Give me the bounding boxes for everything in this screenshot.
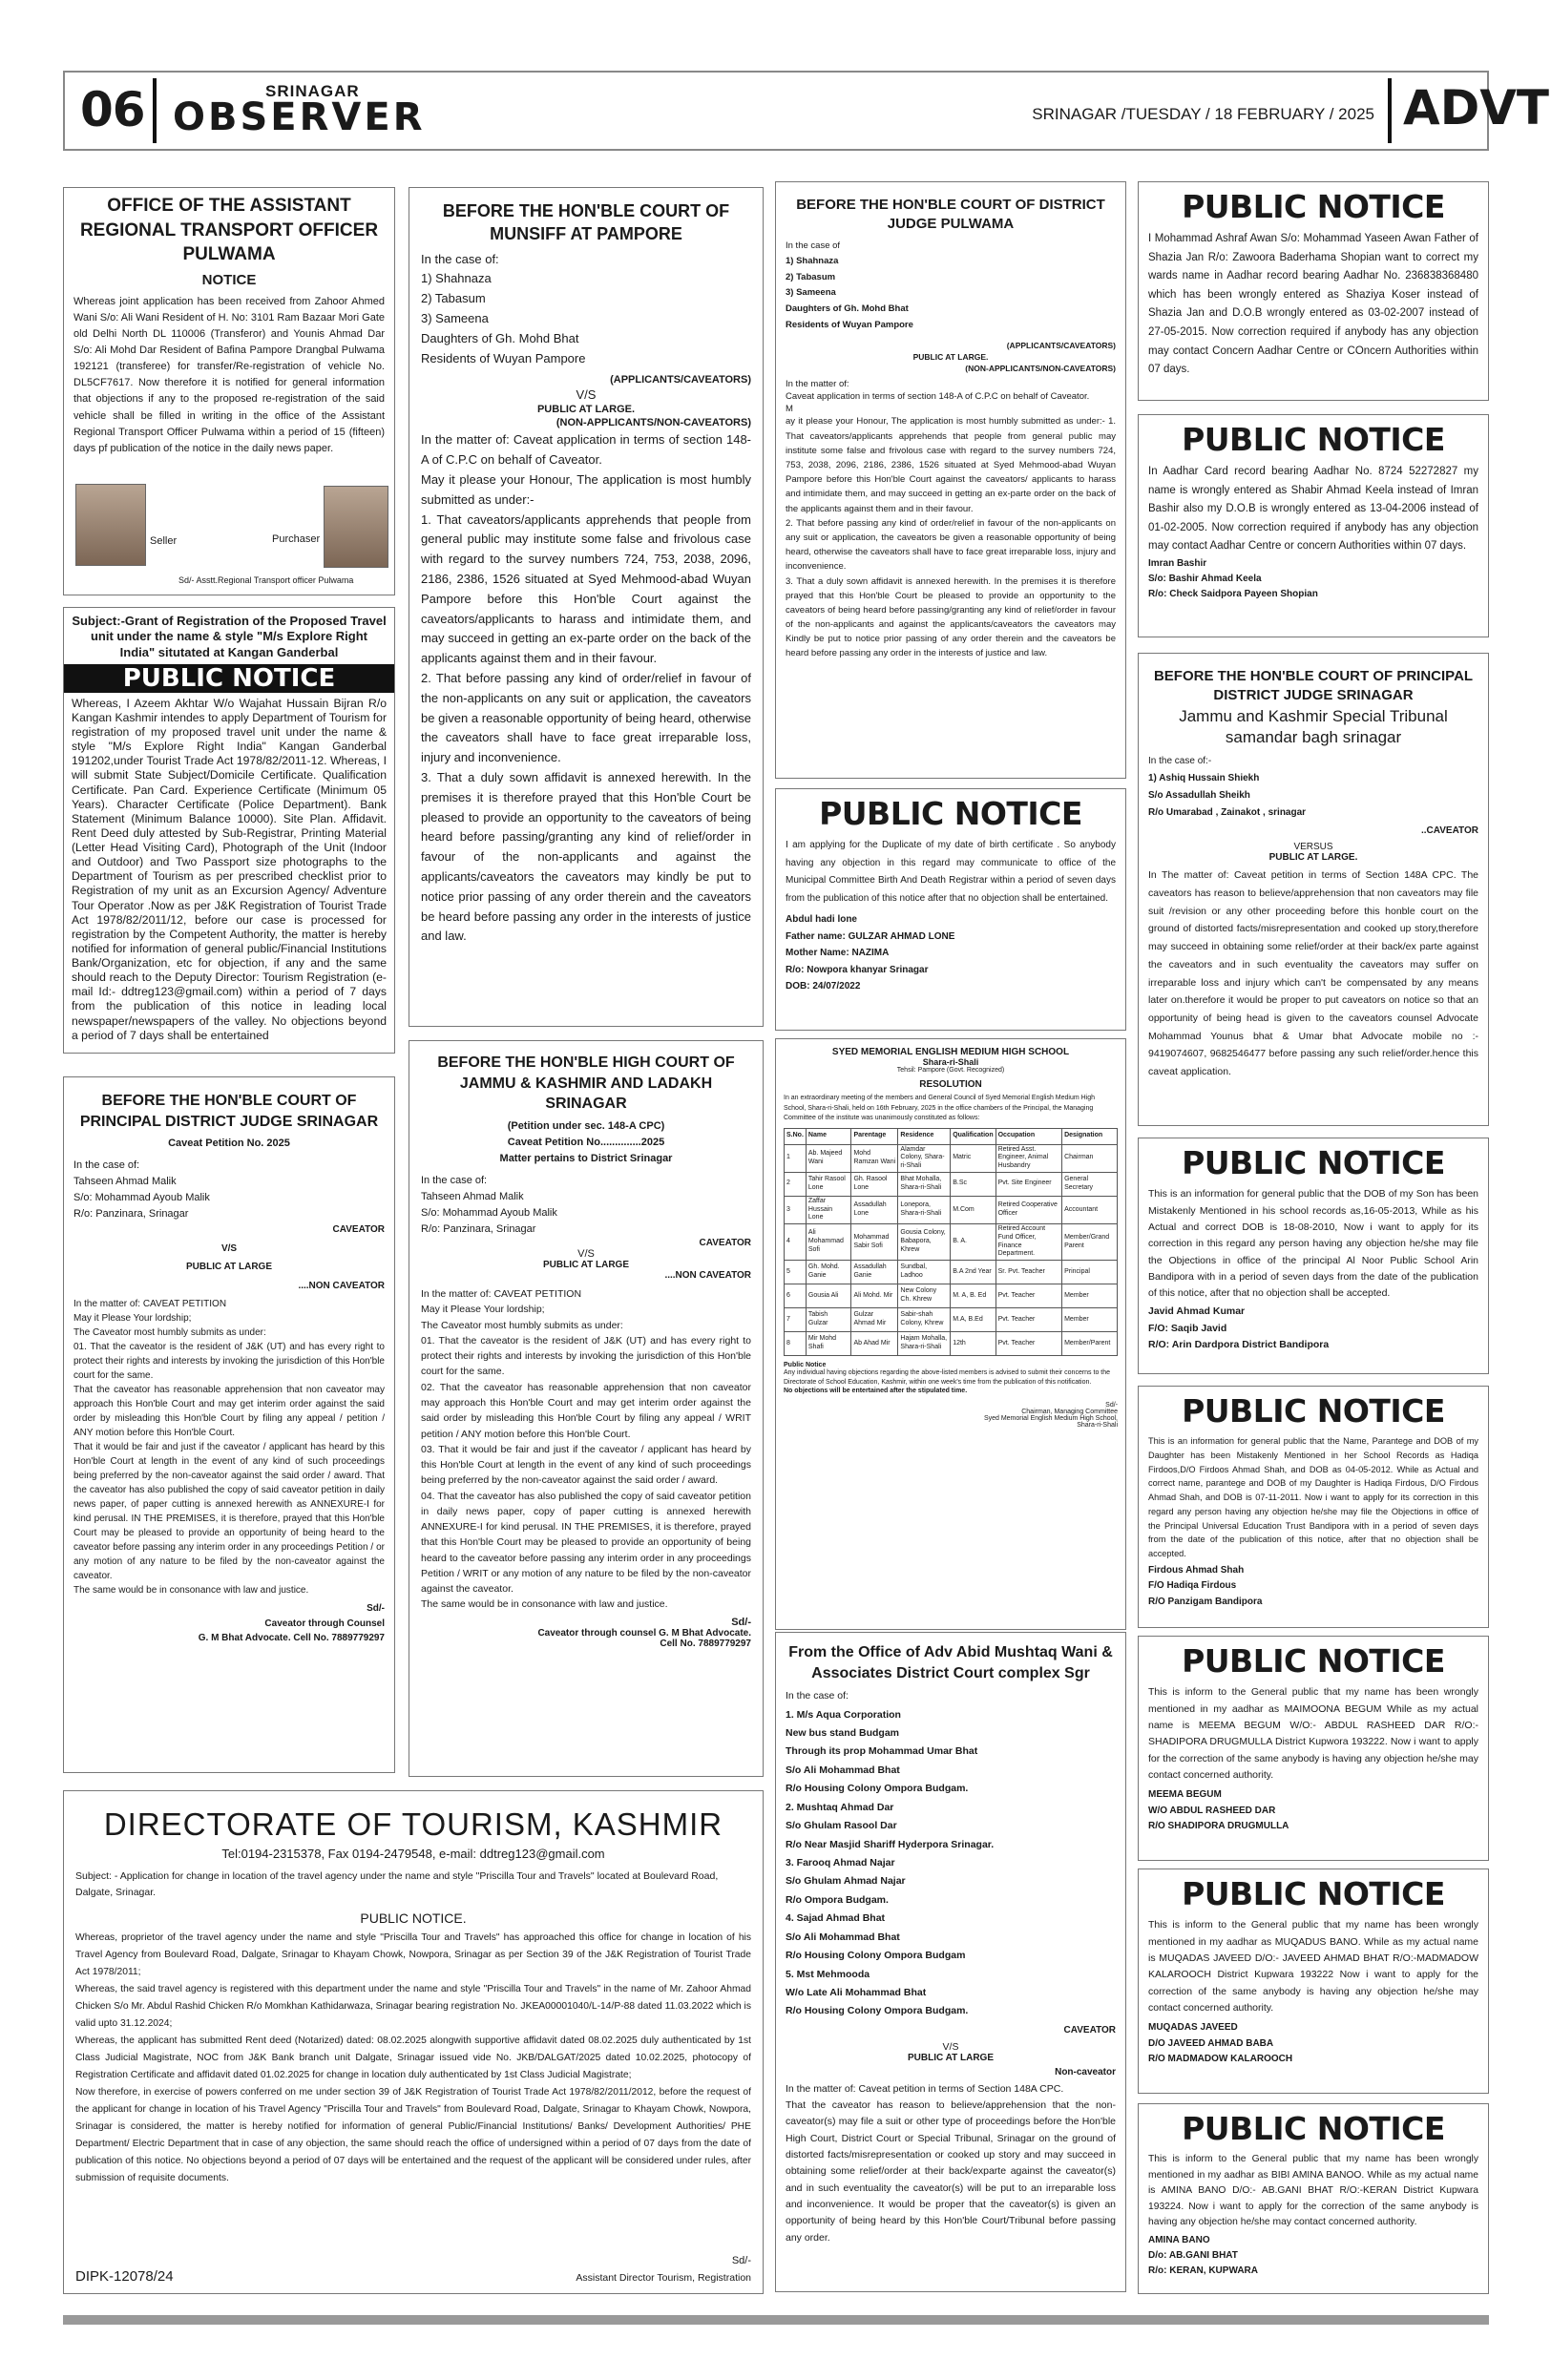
school-tehsil: Tehsil: Pampore (Govt. Recognized) (896, 1067, 1005, 1074)
table-cell: Pvt. Teacher (996, 1284, 1061, 1308)
wani-line: 4. Sajad Ahmad Bhat (786, 1912, 886, 1925)
hc-line: In the case of: (421, 1174, 488, 1186)
brand-logo: OBSERVER (173, 95, 426, 139)
table-cell: Ali Mohd. Mir (851, 1284, 898, 1308)
pn5-line: W/O ABDUL RASHEED DAR (1148, 1805, 1276, 1816)
pn3-body: This is an information for general public that the DOB of my Son has been Mistakenly Mentioned in his school records as,16-05-2013, While as his Actual and correct DOB is 18-08-2010, Now i want to apply for its correction in this regard any person having any objection he/she may file the Objections in office of the principal Al Noor Public School Arin Bandipora with in a period of seven days from the date of the publication of this notice, after that no objection shall be accepted. (1148, 1188, 1478, 1300)
wani-matter: In the matter of: Caveat petition in terms of Section 148A CPC. (786, 2082, 1064, 2095)
tourism-para: Now therefore, in exercise of powers conferred on me under section 39 of J&K Registration of Tourist Trade Act 1978/82/2011/2012, before the request of the applicant for change in location of his Travel Agency "Priscilla Tour and Travels" from Boulevard Road, Dalgate, Srinagar to Khayam Chowk, Nowpora, Srinagar is considered, the matter is hereby notified for information of general Public/Financial Institutions/ Banks/ Development Authorities/ PHE Department/ Electric Department that in case of any objection, the same should reach the office of undersigned within a period of 07 days from the date of publication of this notice. No objections beyond a period of 07 days will be entertained and the request of the applicant will be considered under rules, after submission of requisite documents. (75, 2086, 751, 2183)
table-cell: Gh. Mohd. Ganie (806, 1261, 851, 1284)
pn4-line: R/O Panzigam Bandipora (1148, 1596, 1263, 1607)
hc-sd: Sd/- (731, 1616, 751, 1628)
pn4-line: Firdous Ahmad Shah (1148, 1564, 1245, 1576)
table-row (785, 1261, 1118, 1284)
hc-line: Tahseen Ahmad Malik (421, 1190, 524, 1202)
pn7-line: R/o: KERAN, KUPWARA (1148, 2265, 1258, 2276)
djpul-m: M (786, 404, 793, 415)
table-cell: Alamdar Colony, Shara-ri-Shali (898, 1144, 951, 1172)
djpul-para: 3. That a duly sown affidavit is annexed herewith. In the premises it is therefore prayed that this Hon'ble Court be pleased to provide an opportunity to the caveators of being heard before passing/granting any kind of relief/order in favour of the non-applicants and against the applicants/caveators the caveators may Kindly be put to notice prior passing of any order therein and the caveators be heard before passing any order in the interests of justice and law. (786, 575, 1116, 659)
wani-line: R/o Housing Colony Ompora Budgam (786, 1950, 966, 1962)
school-place: Shara-ri-Shali (922, 1057, 979, 1067)
pn3-heading: PUBLIC NOTICE (1182, 1144, 1445, 1181)
munsiff-para: 1. That caveators/applicants apprehends that people from general public may institute some false and frivolous case with regard to the survey numbers 724, 753, 2038, 2096, 2186, 2386, 1526 situated at Syed Mehmood-abad Wuyan Pampore before this Hon'ble Court against the caveators/applicants to harass and intimidate them, and may succeed in getting an ex-parte order on the back of the applicants against them and in their favour. (421, 511, 751, 666)
hc-line: R/o: Panzinara, Srinagar (421, 1223, 536, 1236)
djpul-matter-label: In the matter of: (786, 379, 849, 390)
table-cell: Pvt. Teacher (996, 1332, 1061, 1356)
table-cell: Tahir Rasool Lone (806, 1172, 851, 1196)
table-cell: Mir Mohd Shafi (806, 1332, 851, 1356)
pn5-line: R/O SHADIPORA DRUGMULLA (1148, 1821, 1289, 1832)
wani-line: 5. Mst Mehmooda (786, 1968, 870, 1980)
school-name: SYED MEMORIAL ENGLISH MEDIUM HIGH SCHOOL (831, 1047, 1070, 1057)
page-number: 06 (80, 82, 145, 137)
table-cell: Accountant (1062, 1196, 1118, 1223)
table-cell: Gulzar Ahmad Mir (851, 1308, 898, 1332)
table-cell: Matric (951, 1144, 996, 1172)
table-cell: Hajam Mohalla, Shara-ri-Shali (898, 1332, 951, 1356)
table-cell: New Colony Ch. Khrew (898, 1284, 951, 1308)
pn7-line: D/o: AB.GANI BHAT (1148, 2249, 1238, 2261)
hc-sub: (Petition under sec. 148-A CPC) (507, 1119, 665, 1132)
djpul-line: 3) Sameena (786, 287, 836, 299)
djpul-para: ay it please your Honour, The application is most humbly submitted as under:- 1. That caveators/applicants apprehends that people from general public may institute some false and frivolous case with regard to the survey numbers 724, 753, 2038, 2096, 2186, 2386, 1526 situated at Syed Mehmood-abad Wuyan Pampore before this Hon'ble Court against the caveators/ applicants to harass and intimidate them, and may succeed in getting an ex-parte order on the back of the applicants against them and in their favour. (786, 416, 1116, 514)
tourism-notice-title: PUBLIC NOTICE. (360, 1910, 467, 1926)
travel-registration-notice (63, 607, 395, 1054)
hc-sub: Caveat Petition No..............2025 (507, 1136, 665, 1148)
djpul-line: 2) Tabasum (786, 271, 836, 282)
pn1-heading: PUBLIC NOTICE (1182, 188, 1445, 225)
wani-line: In the case of: (786, 1690, 849, 1702)
table-row (785, 1332, 1118, 1356)
pn3-line: Javid Ahmad Kumar (1148, 1305, 1246, 1318)
table-cell: Mohd Ramzan Wani (851, 1144, 898, 1172)
pn4-line: F/O Hadiqa Firdous (1148, 1580, 1237, 1592)
table-cell: B. A. (951, 1224, 996, 1261)
wani-line: 3. Farooq Ahmad Najar (786, 1856, 895, 1869)
tourism-contact: Tel:0194-2315378, Fax 0194-2479548, e-mail: ddtreg123@gmail.com (221, 1847, 605, 1861)
rto-title: OFFICE OF THE ASSISTANT REGIONAL TRANSPORT OFFICER PULWAMA (79, 196, 379, 265)
table-header: Designation (1062, 1128, 1118, 1144)
tribunal-line: S/o Assadullah Sheikh (1148, 790, 1250, 802)
travel-body: Whereas, I Azeem Akhtar W/o Wajahat Hussain Bijran R/o Kangan Kashmir intendes to apply Department of Tourism for registration of my proposed travel unit under the name & style "M/s Explore Right India" Kangan Ganderbal 191202,under Tourist Trade Act 1978/82/2011-12. Whereas, I will submit State Subject/Domicile Certificate. Qualification Certificate. Pan Card. Experience Certificate (Minimum 05 Years). Character Certificate (Police Department). Bank Statement (Minimum Balance 10000). Site Plan. Affidavit. Rent Deed duly attested by Sub-Registrar, Printing Material (Letter Head Visiting Card), Photograph of the Unit (Indoor and Outdoor) and Two Passport size photographs to the Department of Tourism as per prescribed checklist prior to Registration of my unit as an Excursion Agency/ Adventure Tour Operator .Now as per J&K Registration of Tourist Trade Act 1978/82/2011/12, before our case is processed for registration by the Competent Authority, the matter is hereby notified for information of general public/Financial Institutions Bank/Organization, etc for objection, if any and the same should reach to the Deputy Director: Tourism Registration (e-mail Id:- ddtreg123@gmail.com) within a period of 7 days from the publication of this notice in leading local newspaper/newspapers of the valley. No objections beyond a period of 7 days shall be entertained (72, 696, 387, 1042)
table-header: Parentage (851, 1128, 898, 1144)
djsgr-submits: The Caveator most humbly submits as under: (73, 1327, 266, 1339)
table-header: Qualification (951, 1128, 996, 1144)
purchaser-label: Purchaser (272, 533, 321, 545)
munsiff-applicants: (APPLICANTS/CAVEATORS) (610, 374, 751, 386)
wani-line: R/o Housing Colony Ompora Budgam. (786, 2005, 969, 2017)
hc-title: BEFORE THE HON'BLE HIGH COURT OF JAMMU & KASHMIR AND LADAKH SRINAGAR (437, 1054, 735, 1113)
table-cell: Mohammad Sabir Sofi (851, 1224, 898, 1261)
wani-line: S/o Ali Mohammad Bhat (786, 1931, 900, 1943)
table-header: Occupation (996, 1128, 1061, 1144)
birth-line: R/o: Nowpora khanyar Srinagar (786, 964, 929, 975)
table-header-row (785, 1128, 1118, 1144)
wani-noncaveator: Non-caveator (1055, 2066, 1116, 2077)
hc-counsel: Caveator through counsel G. M Bhat Advocate. (537, 1627, 751, 1639)
school-intro: In an extraordinary meeting of the members and General Council of Syed Memorial English Medium High School, Shara-ri-Shali, held on 16th February, 2025 in the office chambers of the Principal, the Managing Committee of the institute was unanimously constituted as follows: (784, 1095, 1096, 1121)
wani-public: PUBLIC AT LARGE (908, 2052, 994, 2063)
hc-para: 03. That it would be fair and just if the caveator / applicant has heard by this Hon'ble Court at length in the event of any kind of such proceedings being preferred by the non-caveator against the said order / award. (421, 1443, 751, 1487)
table-row (785, 1308, 1118, 1332)
tribunal-line: In the case of:- (1148, 756, 1212, 767)
pn7-heading: PUBLIC NOTICE (1182, 2110, 1445, 2147)
district-judge-pulwama-caveat (775, 181, 1126, 779)
hc-para: 04. That the caveator has also published the copy of said caveator petition in daily news paper, copy of paper cutting is annexed herewith ANNEXURE-I for kind perusal. IN THE PREMISES, it is therefore, prayed that this Hon'ble Court may be pleased to provide an opportunity of being heard to the caveator before passing any interim order in any proceedings Petition / WRIT or any motion of any nature to be filed by the non-caveator against the caveator. (421, 1490, 751, 1596)
hc-noncaveator: ....NON CAVEATOR (664, 1270, 751, 1282)
djsgr-line: R/o: Panzinara, Srinagar (73, 1208, 189, 1221)
table-cell: Pvt. Site Engineer (996, 1172, 1061, 1196)
munsiff-may: May it please your Honour, The application is most humbly submitted as under:- (421, 471, 751, 507)
school-resolution (775, 1038, 1126, 1630)
adv-wani-caveat (775, 1632, 1126, 2292)
munsiff-line: Residents of Wuyan Pampore (421, 350, 586, 365)
pn6-line: MUQADAS JAVEED (1148, 2022, 1238, 2034)
aadhar-name-notice-muqadas (1138, 1869, 1489, 2094)
tribunal-subtitle: Jammu and Kashmir Special Tribunal samandar bagh srinagar (1179, 706, 1448, 747)
djsgr-public: PUBLIC AT LARGE (186, 1262, 272, 1273)
birth-line: Father name: GULZAR AHMAD LONE (786, 930, 955, 942)
wani-line: S/o Ghulam Rasool Dar (786, 1820, 897, 1832)
djsgr-para: 01. That the caveator is the resident of J&K (UT) and has every right to protect their rights and interests by invoking the jurisdiction of this Hon'ble court for the same. (73, 1342, 385, 1382)
wani-body: That the caveator has reason to believe/apprehension that the non-caveator(s) may file a suit or other type of proceedings before the Hon'ble High Court, District Court or Special Tribunal, Srinagar on the ground of distorted facts/misrepresentation or cooked up story and may succeed in obtaining some relief/order at their back/exparte against the caveator(s) and in such eventuality the caveator(s) will be put to an irreparable loss and inconvenience. It would be proper that the caveator(s) is given an opportunity of being heard by this Hon'ble Court/Tribunal before passing any order. (786, 2099, 1116, 2244)
school-sign: Syed Memorial English Medium High School, (983, 1414, 1118, 1422)
hc-line: S/o: Mohammad Ayoub Malik (421, 1207, 557, 1220)
table-row (785, 1196, 1118, 1223)
tourism-sd: Sd/- (731, 2255, 751, 2266)
table-cell: B.Sc (951, 1172, 996, 1196)
table-cell: Assadullah Ganie (851, 1261, 898, 1284)
purchaser-photo (324, 486, 388, 568)
wani-line: 1. M/s Aqua Corporation (786, 1708, 901, 1721)
djsgr-advocate: G. M Bhat Advocate. Cell No. 7889779297 (198, 1633, 385, 1644)
djsgr-caveator: CAVEATOR (332, 1224, 385, 1236)
table-cell: 4 (785, 1224, 807, 1261)
high-court-caveat (409, 1040, 764, 1777)
school-name-notice-daughter (1138, 1386, 1489, 1628)
wani-line: Through its prop Mohammad Umar Bhat (786, 1745, 978, 1758)
table-cell: Member (1062, 1308, 1118, 1332)
hc-vs: V/S (577, 1248, 595, 1261)
table-cell: Sr. Pvt. Teacher (996, 1261, 1061, 1284)
aadhar-correction-notice-1 (1138, 181, 1489, 401)
hc-matter: In the matter of: CAVEAT PETITION (421, 1288, 582, 1301)
munsiff-matter: In the matter of: Caveat application in terms of section 148-A of C.P.C on behalf of Caveator. (421, 432, 751, 468)
pn2-line: S/o: Bashir Ahmad Keela (1148, 574, 1262, 585)
wani-line: S/o Ali Mohammad Bhat (786, 1764, 900, 1776)
djpul-applicants: (APPLICANTS/CAVEATORS) (1006, 341, 1116, 351)
munsiff-nonapplicants: (NON-APPLICANTS/NON-CAVEATORS) (555, 417, 751, 429)
seller-label: Seller (150, 535, 178, 547)
aadhar-name-notice-meema (1138, 1636, 1489, 1861)
djpul-matter: Caveat application in terms of section 148-A of C.P.C on behalf of Caveator. (786, 391, 1090, 403)
table-cell: Assadullah Lone (851, 1196, 898, 1223)
aadhar-correction-notice-2 (1138, 414, 1489, 637)
pn6-line: D/O JAVEED AHMAD BABA (1148, 2037, 1274, 2049)
table-row (785, 1144, 1118, 1172)
djsgr-counsel: Caveator through Counsel (264, 1618, 385, 1629)
djsgr-line: S/o: Mohammad Ayoub Malik (73, 1192, 210, 1204)
hc-caveator: CAVEATOR (699, 1238, 751, 1249)
table-cell: Bhat Mohalla, Shara-ri-Shali (898, 1172, 951, 1196)
school-sd: Sd/- (1105, 1401, 1118, 1409)
pn7-body: This is inform to the General public that my name has been wrongly mentioned in my aadhar as BIBI AMINA BANOO. While as my actual name is AMINA BANO D/O:- AB.GANI BHAT R/O:-KERAN District Kupwara 193224. Now i want to apply for the correction of the same anybody is having any objection he/she may contact concerned authority. (1148, 2154, 1478, 2228)
hc-para: 01. That the caveator is the resident of J&K (UT) and has every right to protect their rights and interests by invoking the jurisdiction of this Hon'ble court for the same. (421, 1334, 751, 1378)
munsiff-title: BEFORE THE HON'BLE COURT OF MUNSIFF AT PAMPORE (442, 201, 730, 244)
table-cell: Ab. Majeed Wani (806, 1144, 851, 1172)
pn2-line: Imran Bashir (1148, 558, 1207, 570)
djsgr-noncaveator: ....NON CAVEATOR (298, 1280, 385, 1291)
table-row (785, 1224, 1118, 1261)
tourism-directorate-notice (63, 1790, 764, 2294)
tourism-dipk: DIPK-12078/24 (75, 2268, 174, 2285)
tribunal-body: In The matter of: Caveat petition in terms of Section 148A CPC. The caveators has reason to believe/apprehension that non caveators may file suit /revision or any other proceeding before this honble court on the ground of distorted facts/misrepresentation and cooked up story,therefore may succeed in obtaining some relief/order at their back/ex parte against the caveators and in such eventuality the caveators may suffer on irreparable loss and injury which can't be compensated by any means later on.therefore it would be proper to put caveators on notice so that an opportunity of being head is given to the caveators counsel Advocate Mohammad Younus bhat & Umar bhat Advocate mobile no :- 9419074607, 9682546477 before passing any such relief/order.hence this caveat application. (1148, 869, 1478, 1077)
djsgr-matter: In the matter of: CAVEAT PETITION (73, 1299, 227, 1310)
munsiff-line: 2) Tabasum (421, 291, 486, 306)
table-cell: Gousia Ali (806, 1284, 851, 1308)
rto-body: Whereas joint application has been received from Zahoor Ahmed Wani S/o: Ali Wani Resident of H. No: 3101 Ram Bazaar Mori Gate old Delhi North DL 110006 (Transferor) and Younis Ahmad Dar S/o: Ali Mohd Dar Resident of Bafina Pampore Drangbal Pulwama 192121 (transferee) for transfer/Re-registration of vehicle No. DL5CF7617. Now therefore it is notified for general information that objections if any to the proposed re-registration of the said vehicle shall be filled in writing in the office of the Assistant Regional Transport Officer Pulwama within a period of 15 (fifteen) days pf publication of the notice in the daily news paper. (73, 296, 385, 454)
wani-line: R/o Housing Colony Ompora Budgam. (786, 1783, 969, 1795)
aadhar-name-notice-amina (1138, 2103, 1489, 2294)
table-cell: Ali Mohammad Sofi (806, 1224, 851, 1261)
munsiff-line: 1) Shahnaza (421, 271, 492, 286)
table-cell: Retired Cooperative Officer (996, 1196, 1061, 1223)
djsgr-petition: Caveat Petition No. 2025 (168, 1138, 290, 1150)
table-header: S.No. (785, 1128, 807, 1144)
hc-para: 02. That the caveator has reasonable apprehension that non caveator may approach this Hon'ble Court and may get interim order against the said order by misleading this Hon'ble Court by filing any appeal / WRIT petition / ANY motion before this Hon'ble Court. (421, 1381, 751, 1440)
school-notice-label: Public Notice (784, 1362, 827, 1368)
tribunal-title: BEFORE THE HON'BLE COURT OF PRINCIPAL DISTRICT JUDGE SRINAGAR (1153, 668, 1474, 704)
pn6-body: This is inform to the General public that my name has been wrongly mentioned in my aadhar as MUQADUS BANO. While as my actual name is MUQADAS JAVEED D/O:- JAVEED AHMAD BHAT R/O:-MADMADOW KALAROOCH District Kupwara 193222 Now i want to apply for the correction of the same anybody is having any objection he/she may contact concerned authority. (1148, 1919, 1478, 2014)
djsgr-para: The same would be in consonance with law and justice. (73, 1585, 309, 1597)
pn2-heading: PUBLIC NOTICE (1182, 421, 1445, 458)
birth-certificate-notice (775, 788, 1126, 1031)
table-cell: Retired Account Fund Officer, Finance Department. (996, 1224, 1061, 1261)
school-notice2: No objections will be entertained after the stipulated time. (784, 1387, 968, 1394)
tourism-sign: Assistant Director Tourism, Registration (576, 2272, 751, 2284)
table-cell: 6 (785, 1284, 807, 1308)
djpul-para: 2. That before passing any kind of order/relief in favour of the non-applicants on any suit or application, the caveators be given a reasonable opportunity of being heard, otherwise the caveators shall have to face great irreparable loss, injury and inconvenience. (786, 517, 1116, 573)
footer-bar (63, 2315, 1489, 2325)
pn3-line: R/O: Arin Dardpora District Bandipora (1148, 1339, 1330, 1351)
table-cell: 7 (785, 1308, 807, 1332)
masthead (63, 71, 1550, 151)
pn5-heading: PUBLIC NOTICE (1182, 1642, 1445, 1680)
djsgr-sd: Sd/- (367, 1603, 385, 1615)
tribunal-line: R/o Umarabad , Zainakot , srinagar (1148, 807, 1307, 819)
hc-para: The same would be in consonance with law and justice. (421, 1598, 668, 1611)
pn6-line: R/O MADMADOW KALAROOCH (1148, 2054, 1293, 2065)
munsiff-public: PUBLIC AT LARGE. (536, 404, 636, 416)
wani-line: R/o Near Masjid Shariff Hyderpora Srinagar. (786, 1838, 995, 1850)
table-cell: 3 (785, 1196, 807, 1223)
hc-may: May it Please Your lordship; (421, 1304, 545, 1316)
pn4-body: This is an information for general public that the Name, Parantege and DOB of my Daughter has been Mistakenly Mentioned in her School Records as Hadiqa Firdoos,D/O Firdoos Ahmad Shah, and DOB as 04-05-2012. While as Actual and correct name, parantege and DOB of my Daughter is Hadiqa Firdous, D/O Firdous Ahmad Shah, and DOB is 07-11-2011. Now i want to apply for its correction in this regard any person having any objection he/she may file the Objections in office of the Principal Universal Education Trust Bandipora with in a period of seven days from the date of the publication of this notice, after that no objection shall be accepted. (1148, 1436, 1478, 1559)
birth-line: DOB: 24/07/2022 (786, 981, 861, 992)
pn5-line: MEEMA BEGUM (1148, 1789, 1222, 1801)
table-cell: Gh. Rasool Lone (851, 1172, 898, 1196)
school-notice: Any individual having objections regarding the above-listed members is advised to submit their concerns to the Directorate of School Education, Kashmir, within one week's time from the publication of this notification. (784, 1369, 1111, 1386)
pn5-body: This is inform to the General public that my name has been wrongly mentioned in my aadhar as MAIMOONA BEGUM While as my actual name is MEEMA BEGUM W/O:- ABDUL RASHEED DAR R/O:-SHADIPORA DRUGMULLA District Kupwora 193222. Now i want to apply for the correction of the same anybody is having any objection he/she may contact concerned authority. (1148, 1686, 1478, 1781)
tourism-subject: Subject: - Application for change in location of the travel agency under the name and style "Priscilla Tour and Travels" located at Boulevard Road, Dalgate, Srinagar. (75, 1870, 719, 1898)
tribunal-line: 1) Ashiq Hussain Shiekh (1148, 773, 1260, 784)
tourism-para: Whereas, the said travel agency is registered with this department under the name and style "Priscilla Tour and Travels" in the name of Mr. Zahoor Ahmad Chicken S/o Mr. Abdul Rashid Chicken R/o Momkhan Kathidarwaza, Srinagar bearing registration No. JKEA00001040/L-14/P-88 dated 11.03.2022 which is valid upto 31.12.2024; (75, 1983, 751, 2029)
travel-heading: PUBLIC NOTICE (64, 664, 394, 693)
table-cell: Lonepora, Shara-ri-Shali (898, 1196, 951, 1223)
wani-line: R/o Ompora Budgam. (786, 1893, 889, 1906)
djpul-title: BEFORE THE HON'BLE COURT OF DISTRICT JUDGE PULWAMA (796, 197, 1105, 233)
brand-city: SRINAGAR (265, 82, 360, 100)
djpul-line: Residents of Wuyan Pampore (786, 319, 913, 330)
divider (153, 78, 157, 143)
birth-line: Mother Name: NAZIMA (786, 948, 890, 959)
district-judge-srinagar-caveat (63, 1076, 395, 1773)
djsgr-line: In the case of: (73, 1159, 140, 1172)
tribunal-versus: VERSUS (1293, 842, 1333, 853)
munsiff-para: 3. That a duly sown affidavit is annexed herewith. In the premises it is therefore prayed that this Hon'ble Court be pleased to provide an opportunity to the caveators of being heard before passing/granting any kind of relief/order in favour of the non-applicants and against the applicants/caveators the caveators may kindly be put to notice prior passing of any order therein and the caveators be heard before passing any order in the interests of justice and law. (421, 769, 751, 944)
seller-photo (75, 484, 146, 566)
djsgr-para: That it would be fair and just if the caveator / applicant has heard by this Hon'ble Court at length in the event of any kind of such proceedings being preferred by the non-caveator against the said order / award. That the caveator has also published the copy of said caveator petition in daily news paper, of paper cutting is annexed herewith as ANNEXURE-I for kind perusal. IN THE PREMISES, it is therefore, prayed that this Hon'ble Court may be pleased to provide an opportunity of being heard to the caveator before passing any interim order in any proceedings Petition / or any motion of any nature to be filed by the non-caveator against the caveator. (73, 1442, 385, 1582)
tourism-para: Whereas, the applicant has submitted Rent deed (Notarized) dated: 08.02.2025 alongwith supportive affidavit dated 08.02.2025 duly authenticated by 1st Class Judicial Magistrate, NOC from J&K Bank branch unit Dalgate, Srinagar issued vide No. JKB/DALGAT/2025 dated 10.02.2025, photocopy of Registration Certificate and affidavit dated 01.02.2025 for change in location duly authenticated by 1st Class Judicial Magistrate; (75, 2035, 751, 2080)
djpul-nonapplicants: (NON-APPLICANTS/NON-CAVEATORS) (965, 364, 1116, 374)
djpul-public: PUBLIC AT LARGE. (912, 352, 989, 363)
djpul-line: Daughters of Gh. Mohd Bhat (786, 303, 909, 314)
divider (1388, 78, 1392, 143)
table-cell: Sabir-shah Colony, Khrew (898, 1308, 951, 1332)
djsgr-vs: V/S (220, 1242, 238, 1254)
table-cell: 5 (785, 1261, 807, 1284)
table-cell: 8 (785, 1332, 807, 1356)
djsgr-line: Tahseen Ahmad Malik (73, 1176, 177, 1188)
table-cell: Chairman (1062, 1144, 1118, 1172)
table-cell: M. A, B. Ed (951, 1284, 996, 1308)
special-tribunal-caveat (1138, 653, 1489, 1126)
hc-sub: Matter pertains to District Srinagar (499, 1152, 673, 1164)
table-cell: 2 (785, 1172, 807, 1196)
munsiff-line: In the case of: (421, 251, 499, 266)
tribunal-public: PUBLIC AT LARGE. (1268, 852, 1358, 864)
table-cell: Ab Ahad Mir (851, 1332, 898, 1356)
rto-notice (63, 187, 395, 595)
munsiff-line: Daughters of Gh. Mohd Bhat (421, 330, 579, 345)
tourism-para: Whereas, proprietor of the travel agency under the name and style "Priscilla Tour and Travels" has approached this office for change in location of his Travel Agency from Boulevard Road, Dalgate, Srinagar to Khayam Chowk, Nowpora, Srinagar as per Section 39 of the J&K Registration of Tourist Trade Act 1978/2011; (75, 1931, 751, 1977)
wani-line: W/o Late Ali Mohammad Bhat (786, 1986, 927, 1998)
munsiff-vs: V/S (576, 387, 597, 403)
wani-line: S/o Ghulam Ahmad Najar (786, 1875, 906, 1888)
table-cell: 12th (951, 1332, 996, 1356)
table-cell: Principal (1062, 1261, 1118, 1284)
table-cell: Sundbal, Ladhoo (898, 1261, 951, 1284)
tribunal-caveator: ..CAVEATOR (1420, 825, 1478, 837)
table-row (785, 1172, 1118, 1196)
school-dob-notice-son (1138, 1138, 1489, 1374)
wani-vs: V/S (942, 2040, 959, 2053)
section-label: ADVT (1403, 80, 1550, 136)
school-sign: Chairman, Managing Committee (1021, 1408, 1118, 1415)
table-cell: Pvt. Teacher (996, 1308, 1061, 1332)
munsiff-pampore-caveat (409, 187, 764, 1027)
school-sign: Shara-ri-Shali (1077, 1421, 1118, 1429)
table-cell: Gousia Colony, Babapora, Khrew (898, 1224, 951, 1261)
djsgr-may: May it Please Your lordship; (73, 1313, 192, 1325)
tourism-title: DIRECTORATE OF TOURISM, KASHMIR (103, 1806, 723, 1842)
hc-public: PUBLIC AT LARGE (543, 1260, 629, 1271)
pn3-line: F/O: Saqib Javid (1148, 1322, 1227, 1334)
pn1-body: I Mohammad Ashraf Awan S/o: Mohammad Yaseen Awan Father of Shazia Jan R/o: Zawoora Baderhama Shopian want to correct my wards name in Aadhar record bearing Aadhar No. 236838368480 which has been wrongly entered as Shaziya Koser instead of Shazia Jan and D.O.B wrongly entered as 03-02-2007 instead of 27-05-2015. Now correction required if anybody has any objection may contact Concern Aadhar Centre or COncern Authorities within 07 days. (1148, 233, 1478, 376)
pn2-body: In Aadhar Card record bearing Aadhar No. 8724 52272827 my name is wrongly entered as Shabir Ahmad Keela instead of Imran Bashir also my D.O.B is wrongly entered as 13-04-2006 instead of 01-02-2005. Now correction required if anybody has any objection may contact Aadhar Centre or concern Authorities within 07 days. (1148, 466, 1478, 553)
wani-line: New bus stand Budgam (786, 1727, 900, 1740)
table-cell: 1 (785, 1144, 807, 1172)
pn6-heading: PUBLIC NOTICE (1182, 1875, 1445, 1912)
munsiff-line: 3) Sameena (421, 310, 489, 325)
djsgr-title: BEFORE THE HON'BLE COURT OF PRINCIPAL DISTRICT JUDGE SRINAGAR (79, 1093, 379, 1130)
school-resolution-title: RESOLUTION (919, 1079, 982, 1090)
table-row (785, 1284, 1118, 1308)
rto-signature: Sd/- Asstt.Regional Transport officer Pulwama (178, 575, 354, 585)
djpul-line: In the case of (786, 240, 841, 251)
table-cell: Member/Grand Parent (1062, 1224, 1118, 1261)
wani-caveator: CAVEATOR (1063, 2024, 1116, 2036)
pn7-line: AMINA BANO (1148, 2234, 1210, 2245)
table-cell: Member/Parent (1062, 1332, 1118, 1356)
pn4-heading: PUBLIC NOTICE (1182, 1392, 1445, 1430)
hc-submits: The Caveator most humbly submits as under: (421, 1319, 623, 1331)
travel-subject: Subject:-Grant of Registration of the Proposed Travel unit under the name & style "M/s Explore Right India" situtated at Kangan Ganderbal (72, 614, 387, 659)
wani-line: 2. Mushtaq Ahmad Dar (786, 1801, 894, 1813)
pn2-line: R/o: Check Saidpora Payeen Shopian (1148, 589, 1318, 600)
table-cell: Member (1062, 1284, 1118, 1308)
table-cell: Retired Asst. Engineer, Animal Husbandry (996, 1144, 1061, 1172)
djpul-line: 1) Shahnaza (786, 256, 839, 267)
table-cell: M.A, B.Ed (951, 1308, 996, 1332)
table-header: Name (806, 1128, 851, 1144)
birth-body: I am applying for the Duplicate of my date of birth certificate . So anybody having any objection in this regard may communicate to office of the Municipal Committee Birth And Death Registrar within a period of seven days from the publication of this notice after that no objection shall be entertained. (786, 840, 1116, 904)
wani-title: From the Office of Adv Abid Mushtaq Wani & Associates District Court complex Sgr (788, 1644, 1113, 1681)
dateline: SRINAGAR /TUESDAY / 18 FEBRUARY / 2025 (1032, 105, 1374, 123)
table-cell: Zaffar Hussain Lone (806, 1196, 851, 1223)
hc-cell: Cell No. 7889779297 (660, 1638, 751, 1649)
committee-table (784, 1128, 1118, 1357)
birth-heading: PUBLIC NOTICE (819, 795, 1082, 832)
rto-subtitle: NOTICE (201, 271, 257, 288)
table-cell: M.Com (951, 1196, 996, 1223)
birth-line: Abdul hadi lone (786, 914, 857, 926)
table-cell: General Secretary (1062, 1172, 1118, 1196)
table-header: Residence (898, 1128, 951, 1144)
table-cell: Tabish Gulzar (806, 1308, 851, 1332)
munsiff-para: 2. That before passing any kind of order/relief in favour of the non-applicants on any suit or application, the caveators be given a reasonable opportunity of being heard, otherwise the caveators shall have to face great irreparable loss, injury and inconvenience. (421, 670, 751, 765)
djsgr-para: That the caveator has reasonable apprehension that non caveator may approach this Hon'ble Court and may get interim order against the said order by misleading this Hon'ble Court by filing any appeal / petition / ANY motion before this Hon'ble Court. (73, 1385, 385, 1439)
table-cell: B.A 2nd Year (951, 1261, 996, 1284)
